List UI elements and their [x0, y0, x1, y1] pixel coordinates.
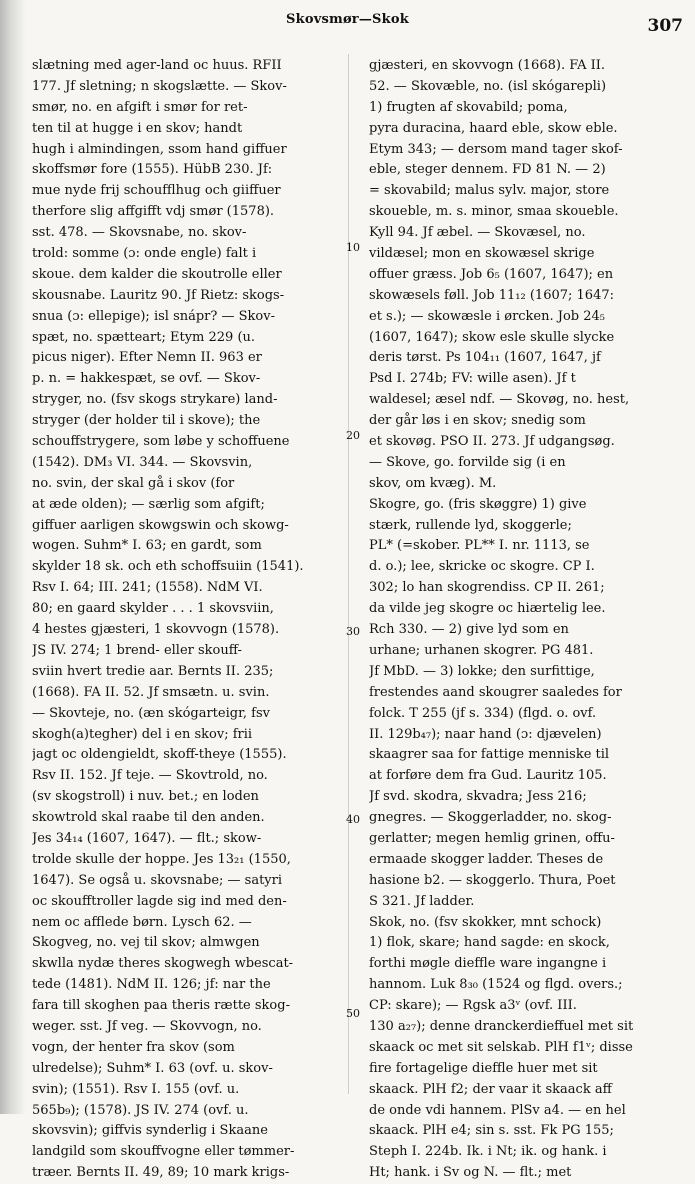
text-line: eble, steger dennem. FD 81 N. — 2) [369, 162, 606, 178]
text-line: PL* (=skober. PL** I. nr. 1113, se [369, 538, 590, 554]
text-line: Steph I. 224b. Ik. i Nt; ik. og hank. i [369, 1144, 607, 1160]
text-line: stryger (der holder til i skove); the [32, 413, 261, 429]
text-line: skogh(a)tegher) del i en skov; frii [32, 726, 253, 742]
text-line: da vilde jeg skogre oc hiærtelig lee. [369, 601, 606, 617]
text-line: vogn, der henter fra skov (som [32, 1039, 235, 1055]
line-marker: 40 [346, 813, 360, 826]
text-line: — Skove, go. forvilde sig (i en [369, 454, 566, 470]
text-line: picus niger). Efter Nemn II. 963 er [32, 350, 262, 366]
text-line: ermaade skogger ladder. Theses de [369, 851, 604, 867]
running-header: Skovsmør—Skok [286, 12, 409, 27]
text-line: frestendes aand skougrer saaledes for [369, 684, 622, 700]
text-line: skwlla nydæ theres skogwegh wbescat- [32, 956, 294, 972]
text-line: skaack. PlH e4; sin s. sst. Fk PG 155; [369, 1123, 614, 1139]
text-line: landgild som skouffvogne eller tømmer- [32, 1144, 295, 1160]
text-line: et s.); — skowæsle i ørcken. Job 24₅ [369, 308, 606, 324]
text-line: hasione b2. — skoggerlo. Thura, Poet [369, 872, 616, 888]
text-line: Etym 343; — dersom mand tager skof- [369, 141, 623, 157]
text-line: offuer græss. Job 6₅ (1607, 1647); en [369, 266, 614, 282]
text-line: 1) frugten af skovabild; poma, [369, 99, 568, 115]
page-number: 307 [647, 16, 683, 36]
text-line: deris tørst. Ps 104₁₁ (1607, 1647, jf [369, 350, 601, 366]
text-line: no. svin, der skal gå i skov (for [32, 475, 235, 491]
line-marker: 10 [346, 241, 360, 254]
text-line: schouffstrygere, som løbe y schoffuene [32, 434, 290, 450]
line-marker: 50 [346, 1007, 360, 1020]
text-line: vildæsel; mon en skowæsel skrige [369, 246, 595, 262]
text-line: at forføre dem fra Gud. Lauritz 105. [369, 768, 607, 784]
text-line: (1668). FA II. 52. Jf smsætn. u. svin. [32, 684, 270, 700]
text-line: skoueble, m. s. minor, smaa skoueble. [369, 204, 619, 220]
text-line: Kyll 94. Jf æbel. — Skovæsel, no. [369, 225, 586, 241]
text-line: stryger, no. (fsv skogs strykare) land- [32, 392, 278, 408]
column-divider [348, 54, 349, 1094]
text-line: 565b₉); (1578). JS IV. 274 (ovf. u. [32, 1102, 249, 1118]
right-column [369, 56, 683, 1184]
text-line: d. o.); lee, skricke oc skogre. CP I. [369, 559, 595, 575]
text-line: therfore slig affgifft vdj smør (1578). [32, 204, 275, 220]
text-line: 4 hestes gjæsteri, 1 skovvogn (1578). [32, 622, 280, 638]
text-line: oc skoufftroller lagde sig ind med den- [32, 893, 287, 909]
text-line: hugh i almindingen, ssom hand giffuer [32, 141, 287, 157]
text-line: skousnabe. Lauritz 90. Jf Rietz: skogs- [32, 287, 285, 303]
line-marker: 20 [346, 429, 360, 442]
text-line: skaack. PlH f2; der vaar it skaack aff [369, 1081, 612, 1097]
binding-shadow [0, 0, 26, 1114]
text-line: (1607, 1647); skow esle skulle slycke [369, 329, 615, 345]
text-line: Rsv I. 64; III. 241; (1558). NdM VI. [32, 580, 263, 596]
text-line: waldesel; æsel ndf. — Skovøg, no. hest, [369, 392, 630, 408]
text-line: sst. 478. — Skovsnabe, no. skov- [32, 225, 247, 241]
text-line: 1647). Se også u. skovsnabe; — satyri [32, 872, 283, 888]
line-marker: 30 [346, 625, 360, 638]
text-line: fara till skoghen paa theris rætte skog- [32, 998, 290, 1014]
text-line: skov, om kvæg). M. [369, 475, 497, 491]
text-line: jagt oc oldengieldt, skoff-theye (1555). [32, 747, 287, 763]
text-line: S 321. Jf ladder. [369, 893, 475, 909]
text-line: JS IV. 274; 1 brend- eller skouff- [32, 642, 242, 658]
text-line: — Skovteje, no. (æn skógarteigr, fsv [32, 705, 270, 721]
text-line: skylder 18 sk. och eth schoffsuiin (1541). [32, 559, 304, 575]
text-line: skaack oc met sit selskab. PlH f1ᵛ; disse [369, 1039, 633, 1055]
text-line: trolde skulle der hoppe. Jes 13₂₁ (1550, [32, 851, 291, 867]
text-line: tede (1481). NdM II. 126; jf: nar the [32, 977, 271, 993]
text-line: stærk, rullende lyd, skoggerle; [369, 517, 572, 533]
left-column [32, 56, 336, 1184]
text-line: skoffsmør fore (1555). HübB 230. Jf: [32, 162, 273, 178]
text-line: 130 a₂₇); denne dranckerdieffuel met sit [369, 1018, 634, 1034]
text-line: skovsvin); giffvis synderlig i Skaane [32, 1123, 268, 1139]
text-line: gjæsteri, en skovvogn (1668). FA II. [369, 58, 606, 73]
text-line: ulredelse); Suhm* I. 63 (ovf. u. skov- [32, 1060, 273, 1076]
text-line: Jf MbD. — 3) lokke; den surfittige, [369, 663, 595, 679]
text-line: pyra duracina, haard eble, skow eble. [369, 120, 618, 136]
text-line: Jf svd. skodra, skvadra; Jess 216; [369, 789, 587, 805]
text-line: svin); (1551). Rsv I. 155 (ovf. u. [32, 1081, 240, 1097]
text-line: p. n. = hakkespæt, se ovf. — Skov- [32, 371, 261, 387]
text-line: Rch 330. — 2) give lyd som en [369, 622, 569, 638]
text-line: skowtrold skal raabe til den anden. [32, 810, 265, 826]
text-line: 52. — Skovæble, no. (isl skógarepli) [369, 78, 607, 94]
text-line: weger. sst. Jf veg. — Skovvogn, no. [32, 1018, 262, 1034]
text-line: skaagrer saa for fattige menniske til [369, 747, 610, 763]
text-line: Rsv II. 152. Jf teje. — Skovtrold, no. [32, 768, 268, 784]
text-line: snua (ɔ: ellepige); isl snápr? — Skov- [32, 308, 275, 324]
text-line: Jes 34₁₄ (1607, 1647). — flt.; skow- [32, 830, 262, 846]
text-line: slætning med ager-land oc huus. RFII [32, 58, 282, 73]
text-line: (1542). DM₃ VI. 344. — Skovsvin, [32, 454, 253, 470]
text-line: smør, no. en afgift i smør for ret- [32, 99, 248, 115]
text-line: folck. T 255 (jf s. 334) (flgd. o. ovf. [369, 705, 597, 721]
text-line: forthi møgle dieffle ware ingangne i [369, 956, 607, 972]
text-line: 1) flok, skare; hand sagde: en skock, [369, 935, 610, 951]
text-line: (sv skogstroll) i nuv. bet.; en loden [32, 789, 259, 805]
text-line: der går løs i en skov; snedig som [369, 413, 586, 429]
text-line: mue nyde frij schoufflhug och giiffuer [32, 183, 281, 199]
text-line: fire fortagelige dieffle huer met sit [369, 1060, 598, 1076]
text-line: CP: skare); — Rgsk a3ᵛ (ovf. III. [369, 998, 577, 1014]
text-line: wogen. Suhm* I. 63; en gardt, som [32, 538, 262, 554]
text-line: hannom. Luk 8₃₀ (1524 og flgd. overs.; [369, 977, 623, 993]
text-line: at æde olden); — særlig som afgift; [32, 496, 265, 512]
text-line: spæt, no. spætteart; Etym 229 (u. [32, 329, 256, 345]
text-line: urhane; urhanen skogrer. PG 481. [369, 642, 594, 658]
text-line: 302; lo han skogrendiss. CP II. 261; [369, 580, 605, 596]
text-line: gerlatter; megen hemlig grinen, offu- [369, 830, 615, 846]
text-line: et skovøg. PSO II. 273. Jf udgangsøg. [369, 434, 615, 450]
text-line: Psd I. 274b; FV: wille asen). Jf t [369, 371, 576, 387]
text-line: Skogveg, no. vej til skov; almwgen [32, 935, 260, 951]
text-line: Skok, no. (fsv skokker, mnt schock) [369, 914, 602, 930]
text-line: gnegres. — Skoggerladder, no. skog- [369, 810, 612, 826]
text-line: 177. Jf sletning; n skogslætte. — Skov- [32, 78, 287, 94]
text-line: = skovabild; malus sylv. major, store [369, 183, 610, 199]
text-line: II. 129b₄₇); naar hand (ɔ: djævelen) [369, 726, 602, 742]
text-line: ten til at hugge i en skov; handt [32, 120, 243, 136]
text-line: nem oc afflede børn. Lysch 62. — [32, 914, 252, 930]
text-line: Ht; hank. i Sv og N. — flt.; met [369, 1165, 572, 1181]
text-line: de onde vdi hannem. PlSv a4. — en hel [369, 1102, 626, 1118]
text-line: Skogre, go. (fris skøggre) 1) give [369, 496, 587, 512]
text-line: skowæsels føll. Job 11₁₂ (1607; 1647: [369, 287, 614, 303]
text-line: sviin hvert tredie aar. Bernts II. 235; [32, 663, 274, 679]
text-line: skoue. dem kalder die skoutrolle eller [32, 266, 282, 282]
text-line: trold: somme (ɔ: onde engle) falt i [32, 246, 257, 262]
text-line: 80; en gaard skylder . . . 1 skovsviin, [32, 601, 274, 617]
text-line: træer. Bernts II. 49, 89; 10 mark krigs- [32, 1165, 290, 1181]
text-line: giffuer aarligen skowgswin och skowg- [32, 517, 289, 533]
